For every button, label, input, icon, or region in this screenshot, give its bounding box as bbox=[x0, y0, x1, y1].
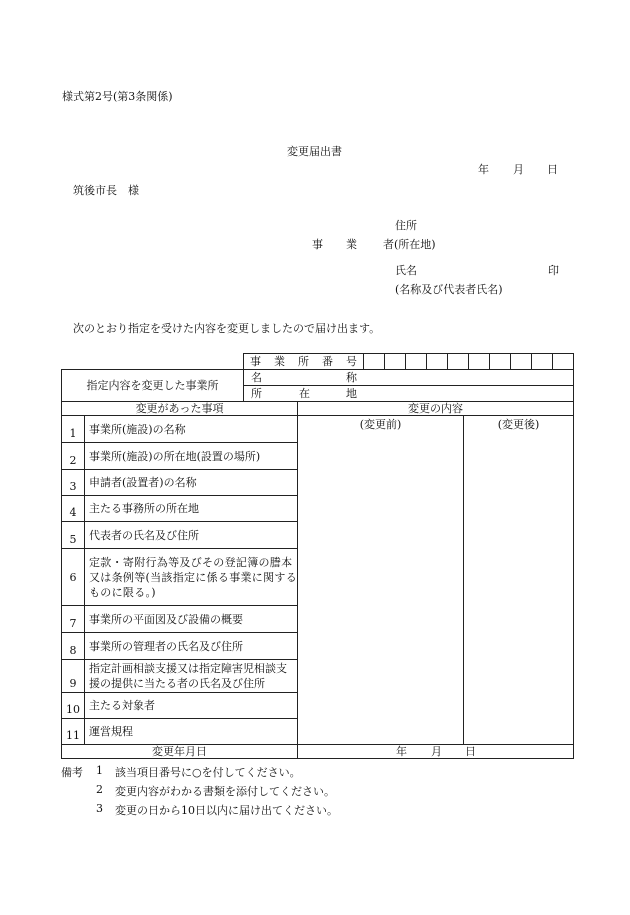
note-text: 変更内容がわかる書類を添付してください。 bbox=[115, 785, 335, 798]
before-label: (変更前) bbox=[359, 418, 402, 431]
change-date-month: 月 bbox=[431, 745, 443, 758]
item-number[interactable]: 11 bbox=[62, 719, 85, 745]
item-number[interactable]: 6 bbox=[62, 549, 85, 606]
item-text: 主たる事務所の所在地 bbox=[85, 496, 298, 522]
office-number-label: 事 業 所 番 号 bbox=[244, 354, 364, 370]
change-date-label: 変更年月日 bbox=[62, 745, 298, 759]
item-number[interactable]: 1 bbox=[62, 416, 85, 443]
addressee: 筑後市長 様 bbox=[73, 184, 139, 197]
change-date-day: 日 bbox=[465, 745, 477, 758]
item-number[interactable]: 3 bbox=[62, 470, 85, 496]
after-label: (変更後) bbox=[497, 418, 540, 431]
statement: 次のとおり指定を受けた内容を変更しましたので届け出ます。 bbox=[73, 322, 381, 335]
office-number-digit[interactable] bbox=[469, 354, 490, 370]
item-text: 事業所(施設)の所在地(設置の場所) bbox=[85, 443, 298, 470]
item-text: 事業所(施設)の名称 bbox=[85, 416, 298, 443]
form-id: 様式第2号(第3条関係) bbox=[62, 90, 173, 103]
office-location-label-2: 在 bbox=[299, 386, 310, 400]
note-text: 該当項目番号に○を付してください。 bbox=[115, 766, 301, 779]
note-text: 変更の日から10日以内に届け出てください。 bbox=[115, 804, 338, 817]
item-text: 定款・寄附行為等及びその登記簿の謄本又は条例等(当該指定に係る事業に関するものに限る。) bbox=[85, 549, 298, 606]
office-location-cell[interactable] bbox=[244, 386, 574, 402]
item-text: 事業所の管理者の氏名及び住所 bbox=[85, 633, 298, 660]
item-text: 代表者の氏名及び住所 bbox=[85, 522, 298, 549]
item-text: 事業所の平面図及び設備の概要 bbox=[85, 606, 298, 633]
item-number[interactable]: 2 bbox=[62, 443, 85, 470]
change-date-year: 年 bbox=[396, 745, 408, 758]
office-number-digit[interactable] bbox=[385, 354, 406, 370]
seal-mark: 印 bbox=[548, 264, 559, 277]
office-number-digit[interactable] bbox=[511, 354, 532, 370]
page-title: 変更届出書 bbox=[287, 145, 342, 158]
item-text: 申請者(設置者)の名称 bbox=[85, 470, 298, 496]
office-location-label-3: 地 bbox=[346, 386, 357, 400]
changes-table bbox=[61, 401, 574, 759]
office-number-digit[interactable] bbox=[553, 354, 574, 370]
item-text: 指定計画相談支援又は指定障害児相談支援の提供に当たる者の氏名及び住所 bbox=[85, 660, 298, 693]
col-header-items: 変更があった事項 bbox=[62, 402, 298, 416]
applicant-role-3: 者 bbox=[383, 238, 394, 251]
address-label: 住所 bbox=[395, 219, 417, 232]
office-number-digit[interactable] bbox=[427, 354, 448, 370]
office-location-label-1: 所 bbox=[251, 386, 262, 400]
office-number-digit[interactable] bbox=[364, 354, 385, 370]
item-text: 運営規程 bbox=[85, 719, 298, 745]
applicant-role-1: 事 bbox=[312, 238, 323, 251]
date-year: 年 bbox=[478, 163, 489, 176]
after-cell[interactable] bbox=[464, 416, 574, 745]
before-cell[interactable] bbox=[298, 416, 464, 745]
item-text: 主たる対象者 bbox=[85, 693, 298, 719]
col-header-contents: 変更の内容 bbox=[298, 402, 574, 416]
note-number: 2 bbox=[96, 783, 103, 796]
item-number[interactable]: 8 bbox=[62, 633, 85, 660]
date-day: 日 bbox=[547, 163, 558, 176]
office-name-label-1: 名 bbox=[251, 370, 262, 384]
office-number-digit[interactable] bbox=[406, 354, 427, 370]
office-name-cell[interactable] bbox=[244, 370, 574, 386]
applicant-role-2: 業 bbox=[346, 238, 357, 251]
item-number[interactable]: 7 bbox=[62, 606, 85, 633]
name-note: (名称及び代表者氏名) bbox=[395, 283, 503, 296]
item-number[interactable]: 5 bbox=[62, 522, 85, 549]
office-table bbox=[61, 369, 574, 402]
note-number: 1 bbox=[96, 764, 103, 777]
item-number[interactable]: 9 bbox=[62, 660, 85, 693]
item-number[interactable]: 4 bbox=[62, 496, 85, 522]
office-name-label-2: 称 bbox=[346, 370, 357, 384]
office-number-digit[interactable] bbox=[490, 354, 511, 370]
office-row-header: 指定内容を変更した事業所 bbox=[62, 370, 244, 402]
name-label: 氏名 bbox=[395, 264, 417, 277]
change-date-cell[interactable] bbox=[298, 745, 574, 759]
date-month: 月 bbox=[513, 163, 524, 176]
office-number-digit[interactable] bbox=[532, 354, 553, 370]
location-paren: (所在地) bbox=[394, 238, 436, 251]
office-number-digit[interactable] bbox=[448, 354, 469, 370]
note-number: 3 bbox=[96, 802, 103, 815]
office-number-table bbox=[243, 353, 574, 370]
notes-label: 備考 bbox=[61, 766, 83, 779]
item-number[interactable]: 10 bbox=[62, 693, 85, 719]
